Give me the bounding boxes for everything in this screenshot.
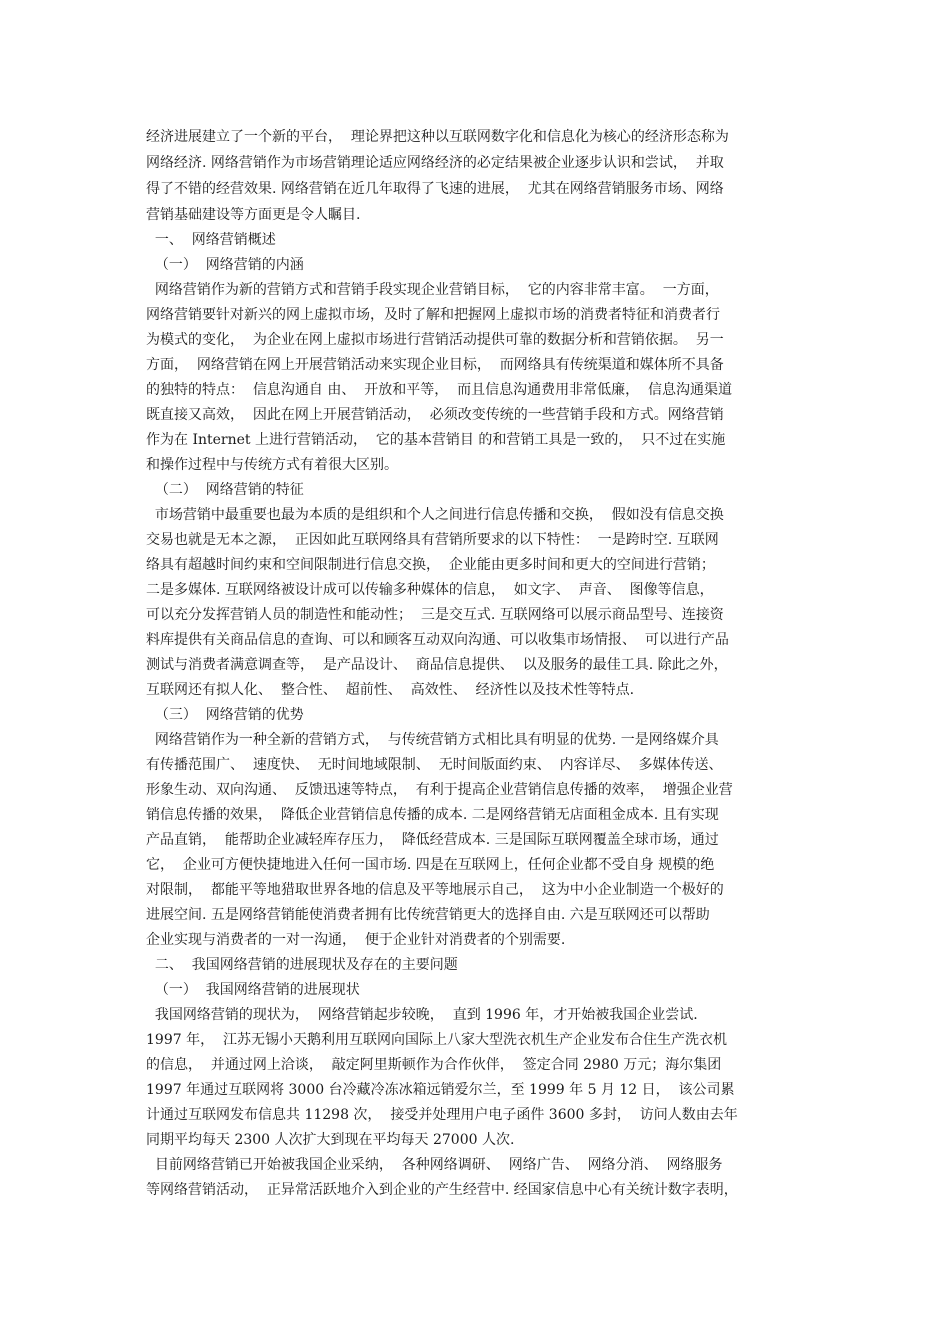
text-line: 它， 企业可方便快捷地进入任何一国市场. 四是在互联网上，任何企业都不受自身 规模的绝 bbox=[146, 857, 715, 873]
text-line: 的信息， 并通过网上洽谈， 敲定阿里斯顿作为合作伙伴， 签定合同 2980 万元；海尔集团 bbox=[146, 1057, 722, 1073]
text-line: 得了不错的经营效果. 网络营销在近几年取得了飞速的进展， 尤其在网络营销服务市场、网络 bbox=[146, 181, 724, 197]
text-line: 形象生动、双向沟通、 反馈迅速等特点， 有利于提高企业营销信息传播的效率， 增强企业营 bbox=[146, 782, 733, 798]
text-line: 经济进展建立了一个新的平台， 理论界把这种以互联网数字化和信息化为核心的经济形态称为 bbox=[146, 129, 729, 145]
text-line: 网络营销要针对新兴的网上虚拟市场，及时了解和把握网上虚拟市场的消费者特征和消费者行 bbox=[146, 307, 720, 323]
section-heading: 二、 我国网络营销的进展现状及存在的主要问题 bbox=[146, 957, 458, 973]
text-line: 的独特的特点： 信息沟通自 由、 开放和平等， 而且信息沟通费用非常低廉， 信息沟通渠道 bbox=[146, 382, 733, 398]
text-line: 计通过互联网发布信息共 11298 次， 接受并处理用户电子函件 3600 多封， 访问人数由去年 bbox=[146, 1107, 738, 1123]
text-line: 二是多媒体. 互联网络被设计成可以传输多种媒体的信息， 如文字、 声音、 图像等信息， bbox=[146, 582, 714, 598]
text-line: 网络经济. 网络营销作为市场营销理论适应网络经济的必定结果被企业逐步认识和尝试， 并取 bbox=[146, 155, 724, 171]
section-heading: 一、 网络营销概述 bbox=[146, 232, 276, 248]
text-line: 等网络营销活动， 正异常活跃地介入到企业的产生经营中. 经国家信息中心有关统计数字表明， bbox=[146, 1182, 738, 1198]
text-line: 有传播范围广、 速度快、 无时间地域限制、 无时间版面约束、 内容详尽、 多媒体传送、 bbox=[146, 757, 723, 773]
subsection-heading: （一） 我国网络营销的进展现状 bbox=[146, 982, 360, 998]
text-line: 络具有超越时间约束和空间限制进行信息交换， 企业能由更多时间和更大的空间进行营销； bbox=[146, 557, 715, 573]
text-line: 1997 年通过互联网将 3000 台冷藏冷冻冰箱远销爱尔兰，至 1999 年 5 月 12 日， 该公司累 bbox=[146, 1082, 735, 1098]
text-line: 进展空间. 五是网络营销能使消费者拥有比传统营销更大的选择自由. 六是互联网还可以帮助 bbox=[146, 907, 710, 923]
text-line: 和操作过程中与传统方式有着很大区别。 bbox=[146, 457, 398, 473]
text-line: 1997 年， 江苏无锡小天鹅利用互联网向国际上八家大型洗衣机生产企业发布合住生产洗衣机 bbox=[146, 1032, 727, 1048]
text-line: 同期平均每天 2300 人次扩大到现在平均每天 27000 人次. bbox=[146, 1132, 515, 1148]
text-line: 网络营销作为一种全新的营销方式， 与传统营销方式相比具有明显的优势. 一是网络媒介具 bbox=[146, 732, 719, 748]
text-line: 企业实现与消费者的一对一沟通， 便于企业针对消费者的个别需要. bbox=[146, 932, 566, 948]
text-line: 我国网络营销的现状为， 网络营销起步较晚， 直到 1996 年，才开始被我国企业尝试. bbox=[146, 1007, 698, 1023]
subsection-heading: （一） 网络营销的内涵 bbox=[146, 257, 304, 273]
text-line: 为模式的变化， 为企业在网上虚拟市场进行营销活动提供可靠的数据分析和营销依据。 另一 bbox=[146, 332, 724, 348]
text-line: 网络营销作为新的营销方式和营销手段实现企业营销目标， 它的内容非常丰富。 一方面， bbox=[146, 282, 719, 298]
text-line: 方面， 网络营销在网上开展营销活动来实现企业目标， 而网络具有传统渠道和媒体所不具备 bbox=[146, 357, 724, 373]
text-line: 产品直销， 能帮助企业减轻库存压力， 降低经营成本. 三是国际互联网覆盖全球市场，通过 bbox=[146, 832, 719, 848]
text-line: 销信息传播的效果， 降低企业营销信息传播的成本. 二是网络营销无店面租金成本. 且有实现 bbox=[146, 807, 719, 823]
subsection-heading: （二） 网络营销的特征 bbox=[146, 482, 304, 498]
text-line: 营销基础建设等方面更是令人瞩目. bbox=[146, 207, 361, 223]
subsection-heading: （三） 网络营销的优势 bbox=[146, 707, 304, 723]
text-line: 对限制， 都能平等地猎取世界各地的信息及平等地展示自己， 这为中小企业制造一个极好的 bbox=[146, 882, 724, 898]
text-line: 市场营销中最重要也最为本质的是组织和个人之间进行信息传播和交换， 假如没有信息交换 bbox=[146, 507, 724, 523]
text-line: 既直接又高效， 因此在网上开展营销活动， 必须改变传统的一些营销手段和方式。网络营销 bbox=[146, 407, 724, 423]
text-line: 料库提供有关商品信息的查询、可以和顾客互动双向沟通、可以收集市场情报、 可以进行产品 bbox=[146, 632, 729, 648]
text-line: 测试与消费者满意调查等， 是产品设计、 商品信息提供、 以及服务的最佳工具. 除此之外， bbox=[146, 657, 728, 673]
text-line: 作为在 Internet 上进行营销活动， 它的基本营销目 的和营销工具是一致的， 只不过在实施 bbox=[146, 432, 726, 448]
text-line: 互联网还有拟人化、 整合性、 超前性、 高效性、 经济性以及技术性等特点. bbox=[146, 682, 635, 698]
text-line: 交易也就是无本之源， 正因如此互联网络具有营销所要求的以下特性： 一是跨时空. 互联网 bbox=[146, 532, 719, 548]
text-line: 目前网络营销已开始被我国企业采纳， 各种网络调研、 网络广告、 网络分消、 网络服务 bbox=[146, 1157, 723, 1173]
text-line: 可以充分发挥营销人员的制造性和能动性； 三是交互式. 互联网络可以展示商品型号、连接资 bbox=[146, 607, 724, 623]
